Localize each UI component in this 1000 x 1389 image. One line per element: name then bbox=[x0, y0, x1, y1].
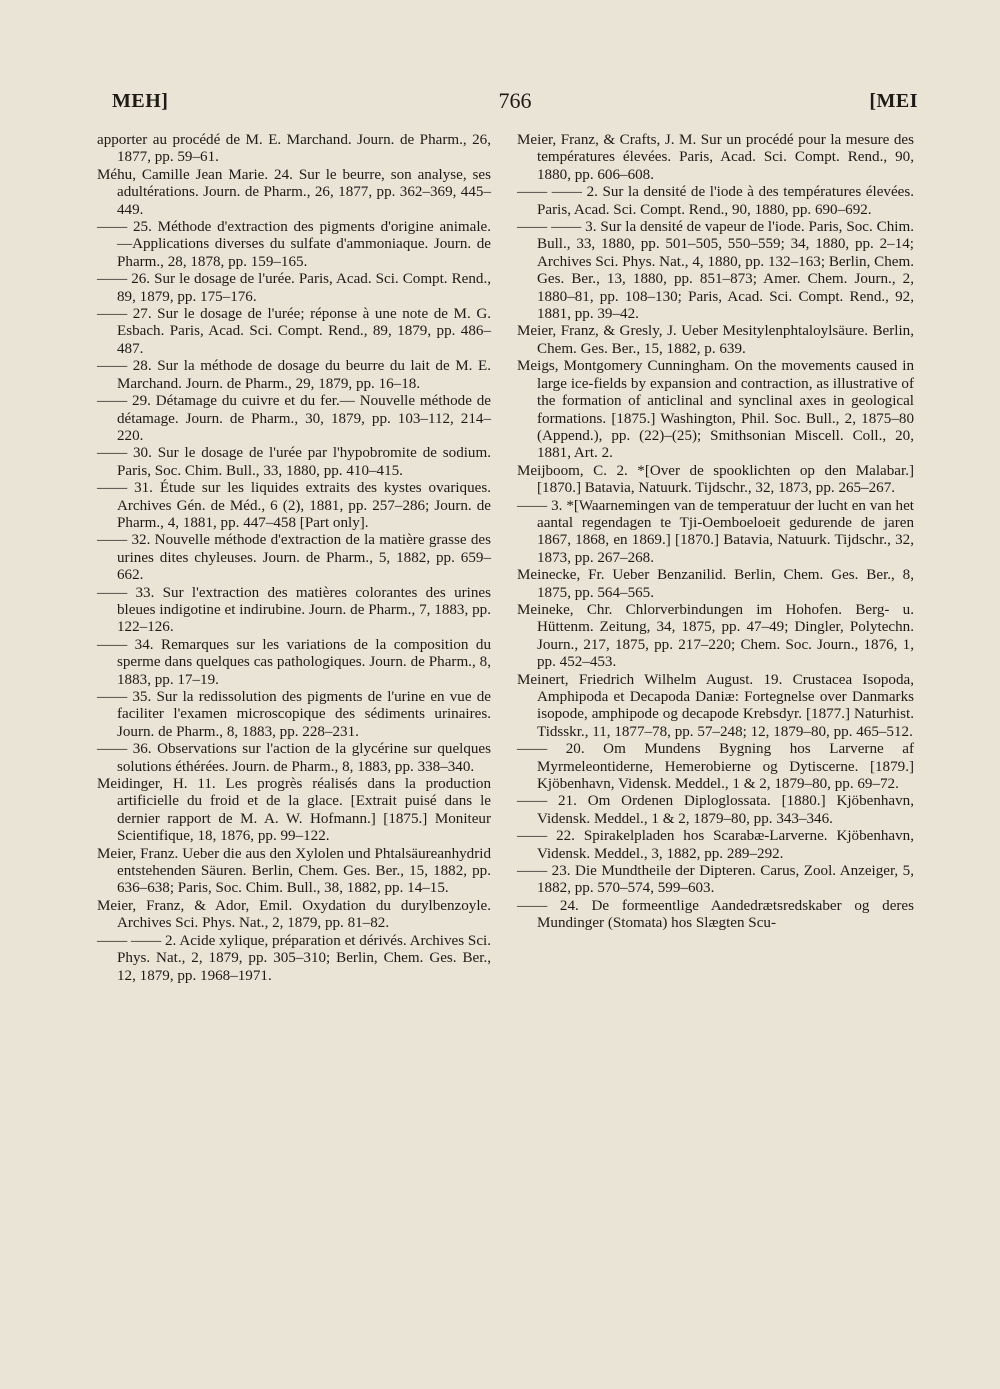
entry: Meinert, Friedrich Wilhelm August. 19. Crustacea Isopoda, Amphipoda et Decapoda Daniæ: Fortegnelse over Danmarks isopode, amphipode og decapode Krebsdyr. [1877.] Naturhist. Tidsskr., 11, 1877–78, pp. 57–248; 12, 1879–80, pp. 465–512. bbox=[517, 671, 914, 740]
entry: Meineke, Chr. Chlorverbindungen im Hohofen. Berg- u. Hüttenm. Zeitung, 34, 1875, pp. 47–49; Dingler, Polytechn. Journ., 217, 1875, pp. 217–220; Chem. Soc. Journ., 1876, 1, pp. 452–453. bbox=[517, 601, 914, 671]
entry: Meier, Franz. Ueber die aus den Xylolen und Phtalsäureanhydrid entstehenden Säuren. Berlin, Chem. Ges. Ber., 15, 1882, pp. 636–638; Paris, Soc. Chim. Bull., 38, 1882, pp. 14–15. bbox=[97, 845, 491, 897]
entry: Meier, Franz, & Gresly, J. Ueber Mesitylenphtaloylsäure. Berlin, Chem. Ges. Ber., 15, 1882, p. 639. bbox=[517, 323, 914, 357]
entry: —— 36. Observations sur l'action de la glycérine sur quelques solutions éthérées. Journ. de Pharm., 8, 1883, pp. 338–340. bbox=[97, 741, 491, 775]
entry: —— —— 2. Sur la densité de l'iode à des températures élevées. Paris, Acad. Sci. Compt. Rend., 90, 1880, pp. 690–692. bbox=[517, 184, 914, 218]
entry: Meinecke, Fr. Ueber Benzanilid. Berlin, Chem. Ges. Ber., 8, 1875, pp. 564–565. bbox=[517, 567, 914, 601]
entry: —— 24. De formeentlige Aandedrætsredskaber og deres Mundinger (Stomata) hos Slægten Scu- bbox=[517, 897, 914, 932]
page-number: 766 bbox=[498, 88, 532, 113]
entry: Meijboom, C. 2. *[Over de spooklichten op den Malabar.] [1870.] Batavia, Natuurk. Tijdschr., 32, 1873, pp. 265–267. bbox=[517, 462, 914, 497]
entry: —— 35. Sur la redissolution des pigments de l'urine en vue de faciliter l'examen microscopique des sédiments urinaires. Journ. de Pharm., 8, 1883, pp. 228–231. bbox=[97, 689, 491, 740]
entry: —— 34. Remarques sur les variations de la composition du sperme dans quelques cas pathologiques. Journ. de Pharm., 8, 1883, pp. 17–19. bbox=[97, 636, 491, 688]
header-right-range: [MEI bbox=[869, 90, 918, 112]
entry: —— —— 3. Sur la densité de vapeur de l'iode. Paris, Soc. Chim. Bull., 33, 1880, pp. 501–505, 550–559; 34, 1880, pp. 2–14; Archives Sci. Phys. Nat., 4, 1880, pp. 132–163; Berlin, Chem. Ges. Ber., 13, 1880, pp. 851–873; Amer. Chem. Journ., 2, 1880–81, pp. 108–130; Paris, Acad. Sci. Compt. Rend., 92, 1881, pp. 39–42. bbox=[517, 219, 914, 323]
entry: —— 32. Nouvelle méthode d'extraction de la matière grasse des urines dites chyleuses. Journ. de Pharm., 5, 1882, pp. 659–662. bbox=[97, 532, 491, 584]
left-column bbox=[97, 132, 491, 985]
entry: —— 31. Étude sur les liquides extraits des kystes ovariques. Archives Gén. de Méd., 6 (2), 1881, pp. 257–286; Journ. de Pharm., 4, 1881, pp. 447–458 [Part only]. bbox=[97, 480, 491, 531]
entry: —— 33. Sur l'extraction des matières colorantes des urines bleues indigotine et indirubine. Journ. de Pharm., 7, 1883, pp. 122–126. bbox=[97, 584, 491, 636]
entry: Meidinger, H. 11. Les progrès réalisés dans la production artificielle du froid et de la glace. [Extrait puisé dans le dernier rapport de M. A. W. Hofmann.] [1875.] Moniteur Scientifique, 18, 1876, pp. 99–122. bbox=[97, 776, 491, 845]
entry: —— 23. Die Mundtheile der Dipteren. Carus, Zool. Anzeiger, 5, 1882, pp. 570–574, 599–603. bbox=[517, 863, 914, 897]
page-header bbox=[112, 88, 918, 128]
entry: Meier, Franz, & Ador, Emil. Oxydation du durylbenzoyle. Archives Sci. Phys. Nat., 2, 1879, pp. 81–82. bbox=[97, 897, 491, 932]
header-left-range: MEH] bbox=[112, 90, 169, 112]
entry: —— 20. Om Mundens Bygning hos Larverne af Myrmeleontiderne, Hemerobierne og Dytiscerne. [1879.] Kjöbenhavn, Vidensk. Meddel., 1 & 2, 1879–80, pp. 69–72. bbox=[517, 741, 914, 793]
entry: —— 3. *[Waarnemingen van de temperatuur der lucht en van het aantal regendagen te Tji-Oemboeloeit gedurende de jaren 1867, 1868, en 1869.] [1870.] Batavia, Natuurk. Tijdschr., 32, 1873, pp. 267–268. bbox=[517, 497, 914, 566]
entry: Meigs, Montgomery Cunningham. On the movements caused in large ice-fields by expansion and contraction, as illustrative of the formation of anticlinal and synclinal axes in geological formations. [1875.] Washington, Phil. Soc. Bull., 2, 1875–80 (Append.), pp. (22)–(25); Smithsonian Miscell. Coll., 20, 1881, Art. 2. bbox=[517, 358, 914, 462]
entry: —— 30. Sur le dosage de l'urée par l'hypobromite de sodium. Paris, Soc. Chim. Bull., 33, 1880, pp. 410–415. bbox=[97, 445, 491, 479]
entry: —— —— 2. Acide xylique, préparation et dérivés. Archives Sci. Phys. Nat., 2, 1879, pp. 305–310; Berlin, Chem. Ges. Ber., 12, 1879, pp. 1968–1971. bbox=[97, 932, 491, 984]
entry: —— 25. Méthode d'extraction des pigments d'origine animale.—Applications diverses du sulfate d'ammoniaque. Journ. de Pharm., 28, 1878, pp. 159–165. bbox=[97, 219, 491, 270]
right-column bbox=[517, 132, 914, 933]
entry: Meier, Franz, & Crafts, J. M. Sur un procédé pour la mesure des températures élevées. Paris, Acad. Sci. Compt. Rend., 90, 1880, pp. 606–608. bbox=[517, 132, 914, 183]
entry: apporter au procédé de M. E. Marchand. Journ. de Pharm., 26, 1877, pp. 59–61. bbox=[97, 132, 491, 166]
entry: —— 29. Détamage du cuivre et du fer.— Nouvelle méthode de détamage. Journ. de Pharm., 30, 1879, pp. 103–112, 214–220. bbox=[97, 393, 491, 444]
entry: —— 22. Spirakelpladen hos Scarabæ-Larverne. Kjöbenhavn, Vidensk. Meddel., 3, 1882, pp. 289–292. bbox=[517, 828, 914, 862]
entry: —— 28. Sur la méthode de dosage du beurre du lait de M. E. Marchand. Journ. de Pharm., 29, 1879, pp. 16–18. bbox=[97, 358, 491, 392]
entry: —— 21. Om Ordenen Diploglossata. [1880.] Kjöbenhavn, Vidensk. Meddel., 1 & 2, 1879–80, pp. 343–346. bbox=[517, 793, 914, 827]
entry: —— 27. Sur le dosage de l'urée; réponse à une note de M. G. Esbach. Paris, Acad. Sci. Compt. Rend., 89, 1879, pp. 486–487. bbox=[97, 306, 491, 357]
entry: —— 26. Sur le dosage de l'urée. Paris, Acad. Sci. Compt. Rend., 89, 1879, pp. 175–176. bbox=[97, 271, 491, 305]
entry: Méhu, Camille Jean Marie. 24. Sur le beurre, son analyse, ses adultérations. Journ. de Pharm., 26, 1877, pp. 362–369, 445–449. bbox=[97, 166, 491, 218]
